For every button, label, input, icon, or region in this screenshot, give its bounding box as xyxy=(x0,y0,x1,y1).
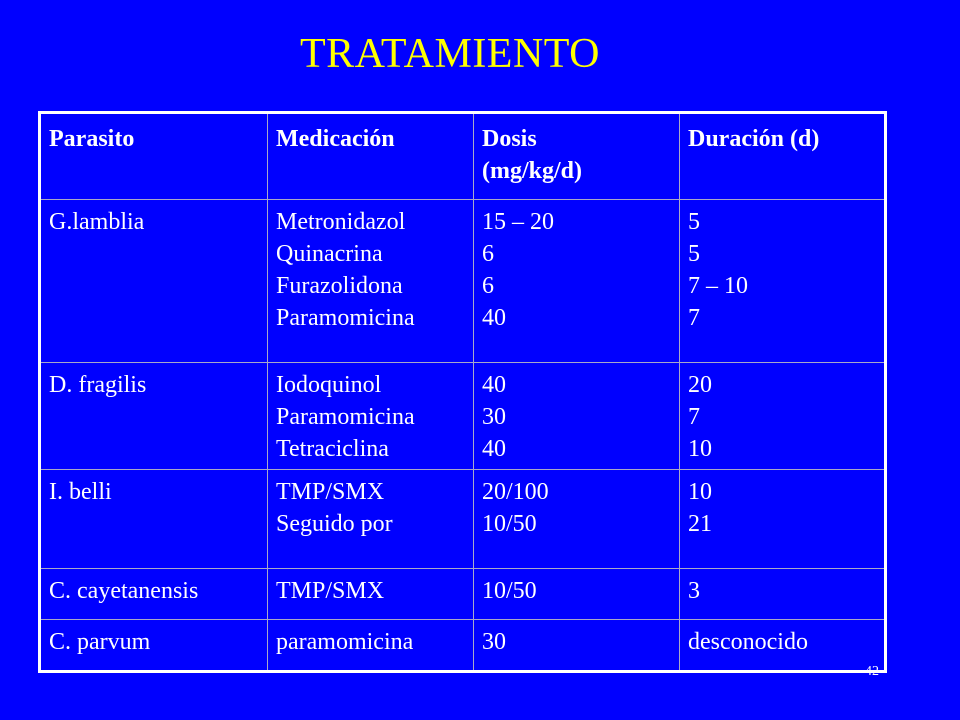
table-row xyxy=(40,470,886,569)
duracion-line: 20 xyxy=(688,372,712,398)
cell-parasito: D. fragilis xyxy=(40,363,268,470)
medicacion-line: Tetraciclina xyxy=(276,436,389,462)
cell-duracion: 3 xyxy=(680,569,886,620)
cell-parasito: G.lamblia xyxy=(40,200,268,363)
duracion-line: 21 xyxy=(688,511,712,537)
medicacion-line: TMP/SMX xyxy=(276,479,385,505)
header-duracion: Duración (d) xyxy=(680,113,886,200)
slide-title: TRATAMIENTO xyxy=(300,31,601,77)
duracion-line: 10 xyxy=(688,479,712,505)
cell-medicacion xyxy=(268,200,474,363)
cell-medicacion xyxy=(268,363,474,470)
cell-parasito: C. cayetanensis xyxy=(40,569,268,620)
duracion-line: 7 xyxy=(688,404,700,430)
cell-medicacion: TMP/SMX xyxy=(268,569,474,620)
table-row xyxy=(40,569,886,620)
table-header-row xyxy=(40,113,886,200)
header-dosis-line2: (mg/kg/d) xyxy=(482,158,583,184)
header-dosis xyxy=(474,113,680,200)
duracion-line: 5 xyxy=(688,209,700,235)
cell-dosis xyxy=(474,200,680,363)
cell-dosis: 10/50 xyxy=(474,569,680,620)
cell-parasito: C. parvum xyxy=(40,620,268,672)
dosis-line: 40 xyxy=(482,436,506,462)
treatment-table xyxy=(38,111,887,673)
dosis-line: 30 xyxy=(482,404,506,430)
cell-duracion xyxy=(680,200,886,363)
medicacion-line: Paramomicina xyxy=(276,404,415,430)
dosis-line: 40 xyxy=(482,305,506,331)
cell-duracion xyxy=(680,470,886,569)
table-row xyxy=(40,363,886,470)
dosis-line: 20/100 xyxy=(482,479,549,505)
cell-medicacion: paramomicina xyxy=(268,620,474,672)
table-row xyxy=(40,620,886,672)
cell-duracion: desconocido xyxy=(680,620,886,672)
medicacion-line: Furazolidona xyxy=(276,273,403,299)
cell-dosis xyxy=(474,363,680,470)
duracion-line: 7 – 10 xyxy=(688,273,748,299)
header-medicacion: Medicación xyxy=(268,113,474,200)
dosis-line: 6 xyxy=(482,273,494,299)
medicacion-line: Metronidazol xyxy=(276,209,406,235)
medicacion-line: Iodoquinol xyxy=(276,372,382,398)
cell-medicacion xyxy=(268,470,474,569)
cell-dosis: 30 xyxy=(474,620,680,672)
dosis-line: 40 xyxy=(482,372,506,398)
duracion-line: 10 xyxy=(688,436,712,462)
medicacion-line: Paramomicina xyxy=(276,305,415,331)
header-dosis-line1: Dosis xyxy=(482,126,537,152)
dosis-line: 10/50 xyxy=(482,511,537,537)
duracion-line: 5 xyxy=(688,241,700,267)
cell-duracion xyxy=(680,363,886,470)
duracion-line: 7 xyxy=(688,305,700,331)
cell-dosis xyxy=(474,470,680,569)
medicacion-line: Quinacrina xyxy=(276,241,383,267)
cell-parasito: I. belli xyxy=(40,470,268,569)
dosis-line: 15 – 20 xyxy=(482,209,554,235)
dosis-line: 6 xyxy=(482,241,494,267)
table-row xyxy=(40,200,886,363)
header-parasito: Parasito xyxy=(40,113,268,200)
page-number: 42 xyxy=(865,664,879,679)
medicacion-line: Seguido por xyxy=(276,511,393,537)
